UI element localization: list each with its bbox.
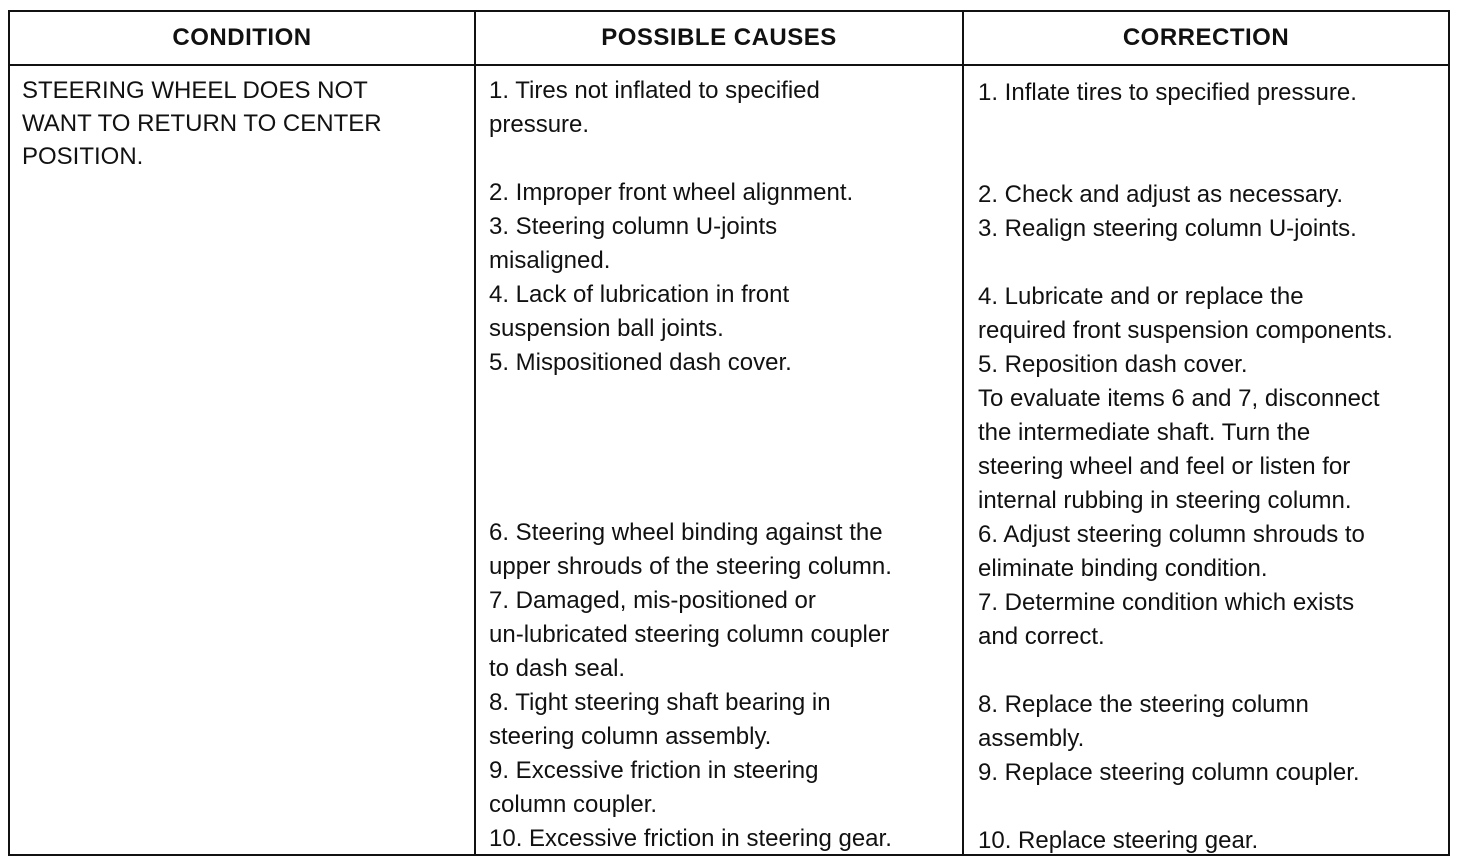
correction-item-5: 5. Reposition dash cover. — [978, 351, 1248, 378]
cause-item-9: 9. Excessive friction in steering column coupler. — [489, 757, 819, 818]
correction-item-6: 6. Adjust steering column shrouds to eliminate binding condition. — [978, 521, 1365, 582]
cause-item-8: 8. Tight steering shaft bearing in steering column assembly. — [489, 689, 831, 750]
possible-causes-column — [489, 12, 959, 854]
cause-item-10: 10. Excessive friction in steering gear. — [489, 825, 892, 852]
correction-item-7: 7. Determine condition which exists and correct. — [978, 589, 1355, 650]
correction-item-10: 10. Replace steering gear. — [978, 827, 1259, 854]
diagnosis-table — [8, 10, 1450, 856]
cause-item-7: 7. Damaged, mis-positioned or un-lubricated steering column coupler to dash seal. — [489, 587, 890, 682]
header-correction: CORRECTION — [1122, 24, 1290, 51]
column-divider-1 — [474, 12, 476, 854]
evaluation-note: To evaluate items 6 and 7, disconnect the intermediate shaft. Turn the steering wheel and feel or listen for internal rubbing in steering column. — [978, 385, 1380, 514]
cause-item-1: 1. Tires not inflated to specified pressure. — [489, 77, 820, 138]
header-condition: CONDITION — [172, 24, 312, 51]
cause-item-6: 6. Steering wheel binding against the upper shrouds of the steering column. — [489, 519, 892, 580]
cause-item-3: 3. Steering column U-joints misaligned. — [489, 213, 778, 274]
column-divider-2 — [962, 12, 964, 854]
cause-item-2: 2. Improper front wheel alignment. — [489, 179, 854, 206]
condition-cell: STEERING WHEEL DOES NOT WANT TO RETURN TO CENTER POSITION. — [22, 77, 382, 170]
header-possible-causes: POSSIBLE CAUSES — [601, 24, 837, 51]
correction-item-8: 8. Replace the steering column assembly. — [978, 691, 1309, 752]
correction-item-2: 2. Check and adjust as necessary. — [978, 181, 1344, 208]
correction-item-1: 1. Inflate tires to specified pressure. — [978, 79, 1357, 106]
correction-column — [978, 12, 1448, 854]
correction-item-4: 4. Lubricate and or replace the required front suspension components. — [978, 283, 1393, 344]
correction-item-3: 3. Realign steering column U-joints. — [978, 215, 1357, 242]
cause-item-5: 5. Mispositioned dash cover. — [489, 349, 792, 376]
correction-item-9: 9. Replace steering column coupler. — [978, 759, 1360, 786]
cause-item-4: 4. Lack of lubrication in front suspension ball joints. — [489, 281, 790, 342]
